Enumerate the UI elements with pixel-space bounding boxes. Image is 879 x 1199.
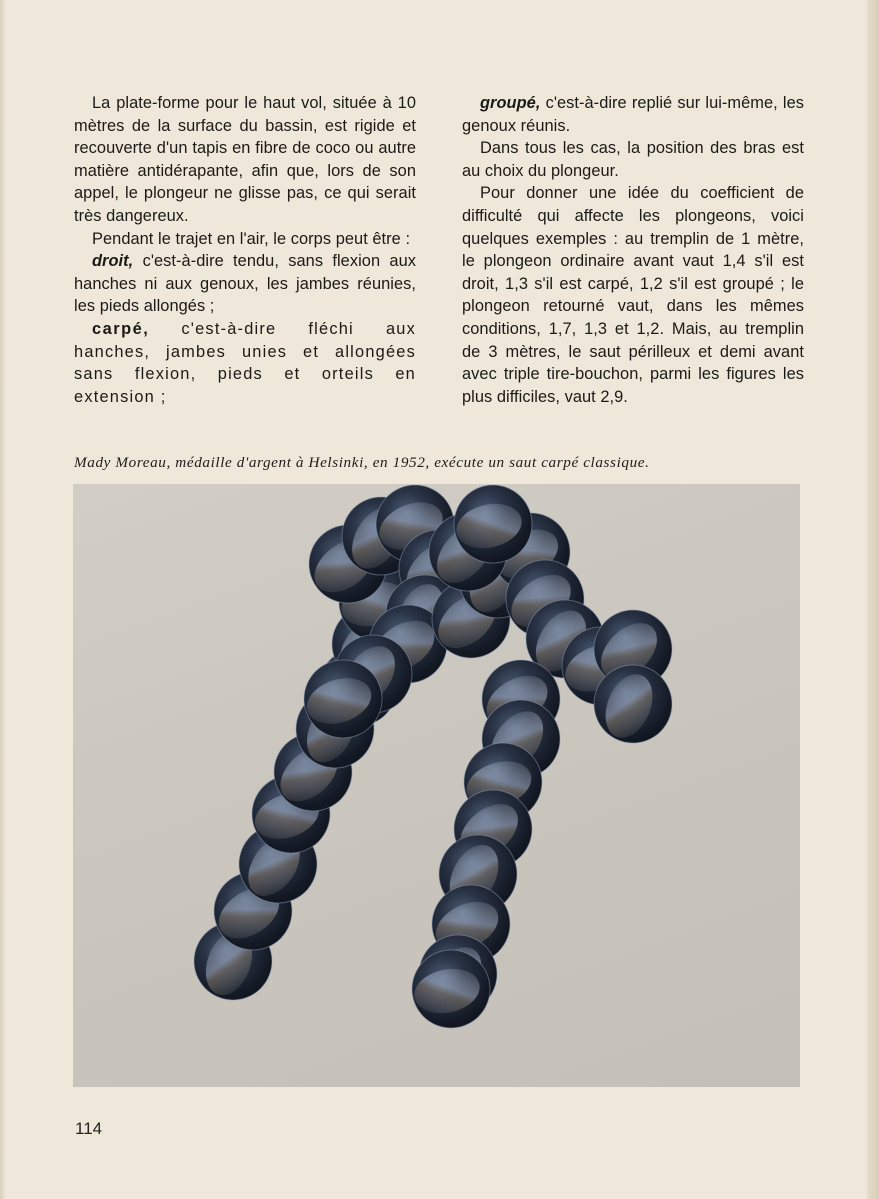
photo-sequin-figure — [73, 484, 800, 1087]
term-groupe: groupé, — [480, 94, 541, 112]
paragraph-groupe — [462, 92, 804, 137]
term-droit: droit, — [92, 252, 134, 271]
paragraph-trajectory: Pendant le trajet en l'air, le corps peut être : — [92, 229, 411, 248]
paragraph-arms: Dans tous les cas, la position des bras est au choix du plongeur. — [462, 139, 804, 180]
definition-groupe: c'est-à-dire replié sur lui-même, les genoux réunis. — [462, 94, 804, 135]
paragraph-droit — [74, 250, 416, 318]
paragraph-difficulty: Pour donner une idée du coefficient de difficulté qui affecte les plongeons, voici quelques exemples : au tremplin de 1 mètre, le plongeon ordinaire avant vaut 1,4 s'il est droit, 1,3 s'il est carpé, 1,2 s'il est groupé ; le plongeon retourné vaut, dans les mêmes conditions, 1,7, 1,3 et 1,2. Mais, au tremplin de 3 mètres, le saut périlleux et demi avant avec triple tire-bouchon, parmi les figures les plus difficiles, vaut 2,9. — [462, 184, 804, 406]
term-carpe: carpé, — [92, 319, 150, 338]
sequin-group — [194, 485, 672, 1028]
right-text-column — [462, 92, 804, 408]
page-number: 114 — [75, 1119, 103, 1138]
definition-carpe: c'est-à-dire fléchi aux hanches, jambes unies et allongées sans flexion, pieds et orteils en extension ; — [74, 319, 416, 406]
paragraph-platform: La plate-forme pour le haut vol, située à 10 mètres de la surface du bassin, est rigide et recouverte d'un tapis en fibre de coco ou autre matière antidérapante, afin que, lors de son appel, le plongeur ne glisse pas, ce qui serait très dangereux. — [74, 94, 416, 225]
photo-caption: Mady Moreau, médaille d'argent à Helsinki, en 1952, exécute un saut carpé classique. — [74, 454, 650, 471]
left-text-column — [74, 92, 416, 408]
sequin-diver-illustration — [73, 484, 800, 1087]
definition-droit: c'est-à-dire tendu, sans flexion aux hanches ni aux genoux, les jambes réunies, les pieds allongés ; — [74, 252, 416, 316]
paragraph-carpe — [74, 318, 416, 408]
page-edge-left — [0, 0, 6, 1199]
page-edge-right — [867, 0, 879, 1199]
